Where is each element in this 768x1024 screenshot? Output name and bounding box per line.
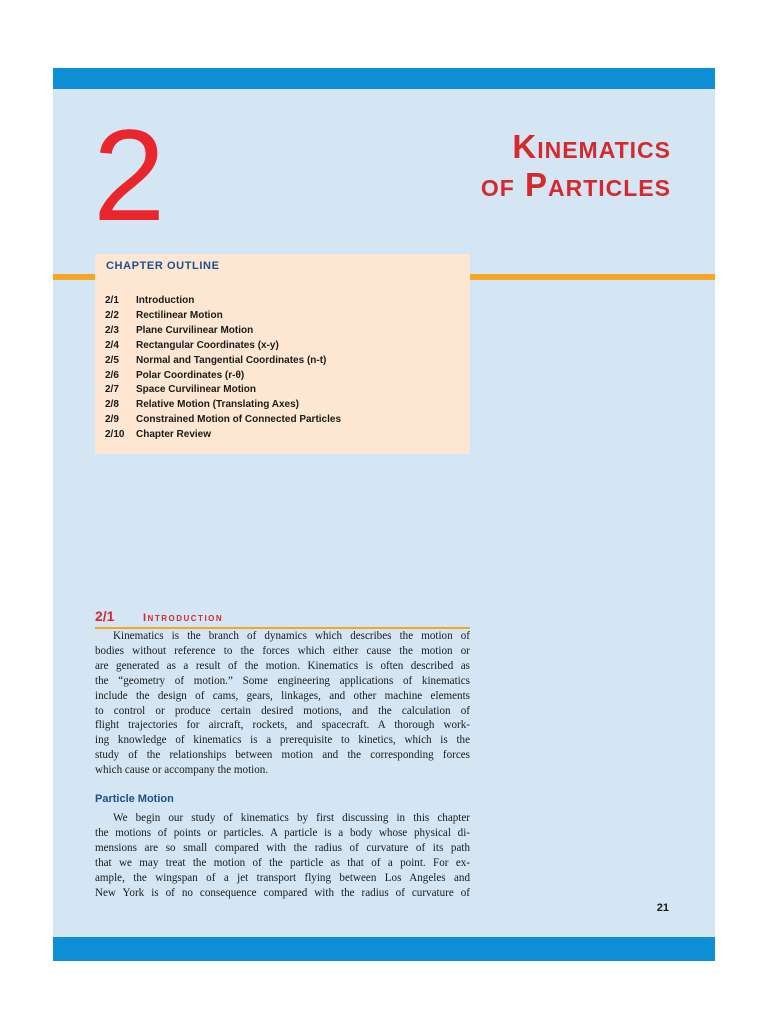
text-line: mensions are so small compared with the radius of curvature of its path [95,841,470,854]
outline-item-label: Constrained Motion of Connected Particles [136,414,342,426]
particle-motion-paragraph [95,811,470,900]
text-line: include the design of cams, gears, linkages, and other machine elements [95,689,470,702]
outline-item [105,369,341,384]
particle-motion-subheading: Particle Motion [95,793,174,805]
chapter-outline-list [105,294,341,443]
outline-item [105,339,341,354]
outline-item [105,428,341,443]
page-number: 21 [656,902,669,914]
chapter-number: 2 [93,102,164,248]
outline-item-label: Introduction [136,295,195,306]
outline-item-label: Space Curvilinear Motion [136,384,257,396]
text-line: study of the relationships between motion and the corresponding forces [95,749,470,762]
outline-item-number: 2/1 [105,295,119,306]
text-line: that we may treat the motion of the particle as that of a point. For ex- [95,856,470,869]
text-line: which cause or accompany the motion. [95,764,269,777]
outline-item-number: 2/4 [105,339,119,351]
outline-item-number: 2/6 [105,369,119,381]
section-number: 2/1 [95,608,115,624]
outline-item [105,413,341,428]
outline-item-label: Polar Coordinates (r-θ) [136,369,245,381]
text-line: are generated as a result of the motion. Kinematics is often described as [95,659,470,672]
text-line: flight trajectories for aircraft, rockets, and spacecraft. A thorough work- [95,719,470,732]
chapter-title-line2: of Particles [480,166,671,203]
chapter-title [481,128,671,204]
outline-item [105,309,341,324]
text-line: bodies without reference to the forces which either cause the motion or [95,644,470,657]
text-line: New York is of no consequence compared with the radius of curvature of [95,886,470,899]
text-line: ample, the wingspan of a jet transport flying between Los Angeles and [95,871,470,884]
chapter-title-line1: Kinematics [512,128,671,165]
outline-item-number: 2/3 [105,324,119,336]
outline-item-number: 2/9 [105,414,119,426]
outline-item-label: Normal and Tangential Coordinates (n-t) [136,354,327,366]
outline-item-label: Plane Curvilinear Motion [136,324,254,336]
text-line: ing knowledge of kinematics is a prerequisite to kinetics, which is the [95,734,470,747]
top-color-bar [53,68,715,89]
book-page [53,68,715,961]
bottom-color-bar [53,937,715,961]
outline-item [105,324,341,339]
text-line: Kinematics is the branch of dynamics which describes the motion of [113,630,470,642]
intro-paragraph [95,629,470,778]
outline-item [105,294,341,309]
outline-item-number: 2/8 [105,399,119,411]
section-title: Introduction [143,612,224,624]
chapter-outline-box [95,254,470,454]
chapter-outline-heading: CHAPTER OUTLINE [106,260,220,272]
outline-item-label: Chapter Review [136,429,212,441]
outline-item [105,383,341,398]
outline-item [105,398,341,413]
outline-item [105,354,341,369]
outline-item-number: 2/10 [105,429,125,441]
outline-item-label: Rectilinear Motion [136,309,223,321]
outline-item-number: 2/2 [105,309,119,321]
text-line: the motions of points or particles. A particle is a body whose physical di- [95,826,470,839]
text-line: to control or produce certain desired motions, and the calculation of [95,704,470,717]
text-line: We begin our study of kinematics by first discussing in this chapter [113,812,470,824]
outline-item-number: 2/5 [105,354,119,366]
outline-item-number: 2/7 [105,384,119,396]
section-heading [95,608,470,629]
outline-item-label: Rectangular Coordinates (x-y) [136,339,279,351]
outline-item-label: Relative Motion (Translating Axes) [136,399,299,411]
text-line: the “geometry of motion.” Some engineering applications of kinematics [95,674,470,687]
